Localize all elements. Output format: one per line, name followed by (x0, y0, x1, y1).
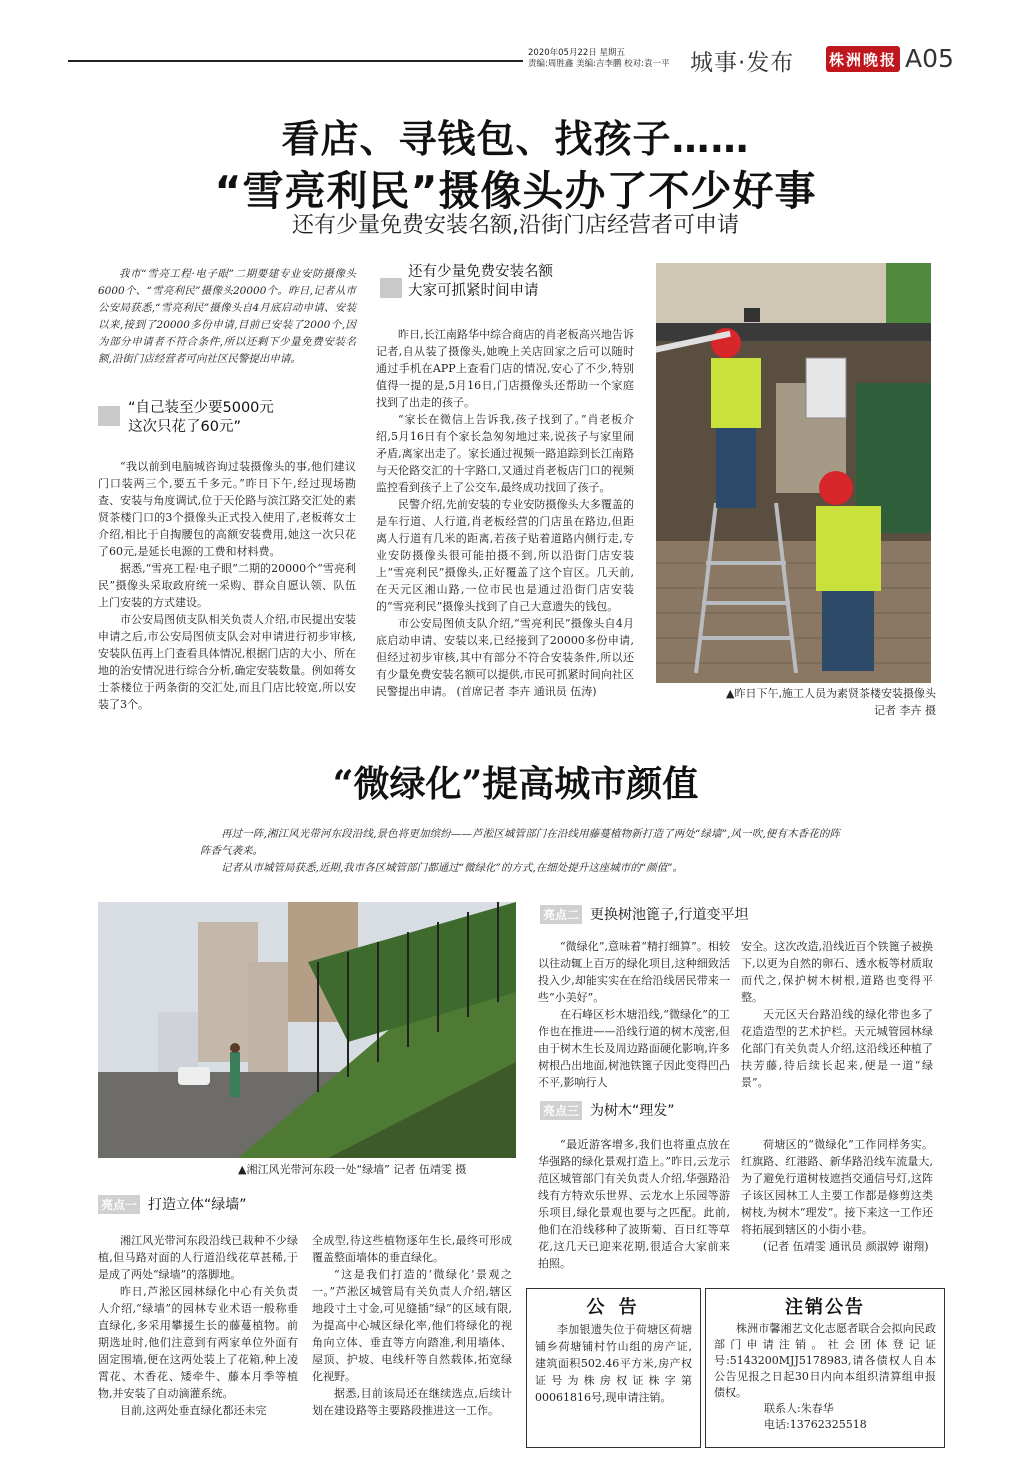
notice2-phone: 电话:13762325518 (764, 1418, 867, 1431)
article1-col1-body: “我以前到电脑城咨询过装摄像头的事,他们建议门口装两三个,要五千多元。”昨日下午,经过现场勘查、安装与角度调试,位于天伦路与滨江路交汇处的素贤茶楼门口的3个摄像头正式投入使用了,老板蒋女士介绍,相比于自掏腰包的高额安装费用,她这一次只花了60元,是延长电源的工费和材料费。 据悉,“雪亮工程·电子眼”二期的20000个“雪亮利民”摄像头采取政府统一采购、群众自愿认领、队伍上门安装的方式建设。 市公安局图侦支队相关负责人介绍,市民提出安装申请之后,市公安局图侦支队会对申请进行初步审核,安装队伍再上门查看具体情况,根据门店的大小、所在地的治安情况进行综合分析,确定安装数量。例如蒋女士茶楼位于两条街的交汇处,而且门店比较宽,所以安装了3个。 (98, 460, 356, 711)
header-editors: 责编:周胜鑫 美编:吉李鹏 校对:袁一平 (528, 59, 670, 69)
article1-title-line2: “雪亮利民”摄像头办了不少好事 (214, 167, 817, 215)
article1-lead: 我市“雪亮工程·电子眼”二期要建专业安防摄像头6000个、“雪亮利民”摄像头20000个。昨日,记者从市公安局获悉,“雪亮利民”摄像头自4月底启动申请、安装以来,接到了20000多份申请,目前已安装了2000个,因为部分申请者不符合条件,所以还剩下少量免费安装名额,沿街门店经营者可向社区民警提出申请。 (98, 268, 356, 365)
point3-col1: “最近游客增多,我们也将重点放在华强路的绿化景观打造上。”昨日,云龙示范区城管部门有关负责人介绍,华强路沿线有方特欢乐世界、云龙水上乐园等游乐项目,绿化景观也要与之匹配。此前,他们在沿线移种了波斯菊、百日红等草花,这几天已迎来花期,很适合大家前来拍照。 (538, 1138, 730, 1270)
notice2-body: 株洲市馨湘艺文化志愿者联合会拟向民政部门申请注销。社会团体登记证号:5143200MJJ5178983,请各债权人自本公告见报之日起30日内向本组织清算组申报债权。 联系人:朱春华 电话:13762325518 (714, 1322, 936, 1431)
header-date: 2020年05月22日 星期五 (528, 48, 625, 58)
notice-box-2 (705, 1288, 945, 1448)
article2-title: “微绿化”提高城市颜值 (332, 763, 699, 805)
notice2-contact: 联系人:朱春华 (764, 1402, 834, 1415)
notice2-title: 注销公告 (785, 1297, 865, 1318)
point2-title: 更换树池篦子,行道变平坦 (590, 907, 749, 923)
subhead-marker (98, 406, 120, 426)
article1-subhead1: “自己装至少要5000元 这次只花了60元” (128, 400, 274, 435)
photo2-caption: ▲湘江风光带河东段一处“绿墙” 记者 伍靖雯 摄 (238, 1163, 467, 1176)
header-rule (68, 60, 523, 62)
subhead-marker (380, 278, 402, 298)
newspaper-logo: 株洲晚报 (826, 46, 900, 72)
point3-badge: 亮点三 (540, 1101, 582, 1120)
point1-col2: 全成型,待这些植物逐年生长,最终可形成覆盖整面墙体的垂直绿化。 “这是我们打造的‘微绿化’景观之一。”芦淞区城管局有关负责人介绍,辖区地段寸土寸金,可见缝插“绿”的区域有限,为提高中心城区绿化率,他们将绿化的视角向立体、垂直等方向踏准,利用墙体、屋顶、护坡、电线杆等自然载体,拓宽绿化视野。 据悉,目前该局还在继续选点,后续计划在建设路等主要路段推进这一工作。 (312, 1234, 512, 1417)
photo-green-wall-image (98, 902, 516, 1158)
photo1-caption: ▲昨日下午,施工人员为素贤茶楼安装摄像头 记者 李卉 摄 (726, 687, 936, 717)
point1-badge: 亮点一 (98, 1195, 140, 1214)
section-title: 城事·发布 (690, 50, 795, 76)
point1-col1: 湘江风光带河东段沿线已栽种不少绿植,但马路对面的人行道沿线花草甚稀,于是成了两处“绿墙”的落脚地。 昨日,芦淞区园林绿化中心有关负责人介绍,“绿墙”的园林专业术语一般称垂直绿化,多采用攀援生长的藤蔓植物。前期选址时,他们注意到有两家单位外面有固定围墙,便在这两处装上了花箱,种上凌霄花、木香花、矮牵牛、藤本月季等植物,并安装了自动滴灌系统。 目前,这两处垂直绿化都还未完 (98, 1234, 298, 1417)
point3-col2: 荷塘区的“微绿化”工作同样务实。红旗路、红港路、新华路沿线车流量大,为了避免行道树枝遮挡交通信号灯,这阵子该区园林工人主要工作都是修剪这类树枝,为树木“理发”。接下来这一工作还将拓展到辖区的小街小巷。 (记者 伍靖雯 通讯员 颜淑婷 谢翔) (741, 1138, 933, 1253)
point2-col2: 安全。这次改造,沿线近百个铁篦子被换下,以更为自然的卵石、透水板等材质取而代之,保护树木树根,道路也变得平整。 天元区天台路沿线的绿化带也多了花造造型的艺术护栏。天元城管园林绿化部门有关负责人介绍,这沿线还种植了扶芳藤,待后续长起来,便是一道“绿景”。 (741, 940, 933, 1089)
point2-col1: “微绿化”,意味着“精打细算”。相较以往动辄上百万的绿化项目,这种细致活投入少,却能实实在在给沿线居民带来一些“小美好”。 在石峰区杉木塘沿线,“微绿化”的工作也在推进——沿线行道的树木茂密,但由于树木生长及周边路面硬化影响,许多树根凸出地面,树池铁篦子因此变得凹凸不平,影响行人 (538, 940, 730, 1089)
photo-camera-installation-image (656, 263, 931, 683)
point1-heading (98, 1194, 247, 1214)
notice-box-1 (526, 1288, 701, 1448)
point3-heading (540, 1100, 675, 1120)
page-number: A05 (905, 44, 954, 73)
article1-title-line1: 看店、寻钱包、找孩子…… (281, 117, 750, 161)
header-meta (528, 48, 688, 70)
article1-subhead2: 还有少量免费安装名额 大家可抓紧时间申请 (408, 264, 553, 299)
notice1-title: 公 告 (586, 1297, 641, 1318)
article1-col2-body: 昨日,长江南路华中综合商店的肖老板高兴地告诉记者,自从装了摄像头,她晚上关店回家之后可以随时通过手机在APP上查看门店的情况,安心了不少,特别值得一提的是,5月16日,门店摄像头还帮助一个家庭找到了出走的孩子。 “家长在微信上告诉我,孩子找到了。”肖老板介绍,5月16日有个家长急匆匆地过来,说孩子与家里闹矛盾,离家出走了。家长通过视频一路追踪到长江南路与天伦路交汇的十字路口,又通过肖老板店门口的视频监控看到孩子上了公交车,最终成功找回了孩子。 民警介绍,先前安装的专业安防摄像头大多覆盖的是车行道、人行道,肖老板经营的门店虽在路边,但距离人行道有几米的距离,若孩子贴着道路内侧行走,专业安防摄像头很可能拍摄不到,所以沿街门店安装上“雪亮利民”摄像头,正好覆盖了这个盲区。几天前,在天元区湘山路,一位市民也是通过沿街门店安装的“雪亮利民”摄像头找到了自己大意遗失的钱包。 市公安局图侦支队介绍,“雪亮利民”摄像头自4月底启动申请、安装以来,已经接到了20000多份申请,但经过初步审核,其中有部分不符合安装条件,所以还有少量免费安装名额可以提供,市民可抓紧时间向社区民警提出申请。 (首席记者 李卉 通讯员 伍涛) (376, 328, 634, 698)
point2-heading (540, 904, 748, 924)
photo-green-wall (98, 902, 516, 1158)
notice1-body: 李加银遗失位于荷塘区荷塘铺乡荷塘铺村竹山组的房产证,建筑面积502.46平方米,房产权证号为株房权证株字第00061816号,现申请注销。 (535, 1323, 692, 1404)
article2-lead: 再过一阵,湘江风光带河东段沿线,景色将更加缤纷——芦淞区城管部门在沿线用藤蔓植物新打造了两处“绿墙”,风一吹,便有木香花的阵阵香气袭来。 记者从市城管局获悉,近期,我市各区城管部门都通过“微绿化”的方式,在细处提升这座城市的“颜值”。 (200, 828, 840, 874)
article1-subtitle: 还有少量免费安装名额,沿街门店经营者可申请 (292, 213, 739, 238)
point2-badge: 亮点二 (540, 905, 582, 924)
photo-camera-installation (656, 263, 931, 683)
point3-title: 为树木“理发” (590, 1103, 675, 1119)
point1-title: 打造立体“绿墙” (148, 1197, 247, 1213)
